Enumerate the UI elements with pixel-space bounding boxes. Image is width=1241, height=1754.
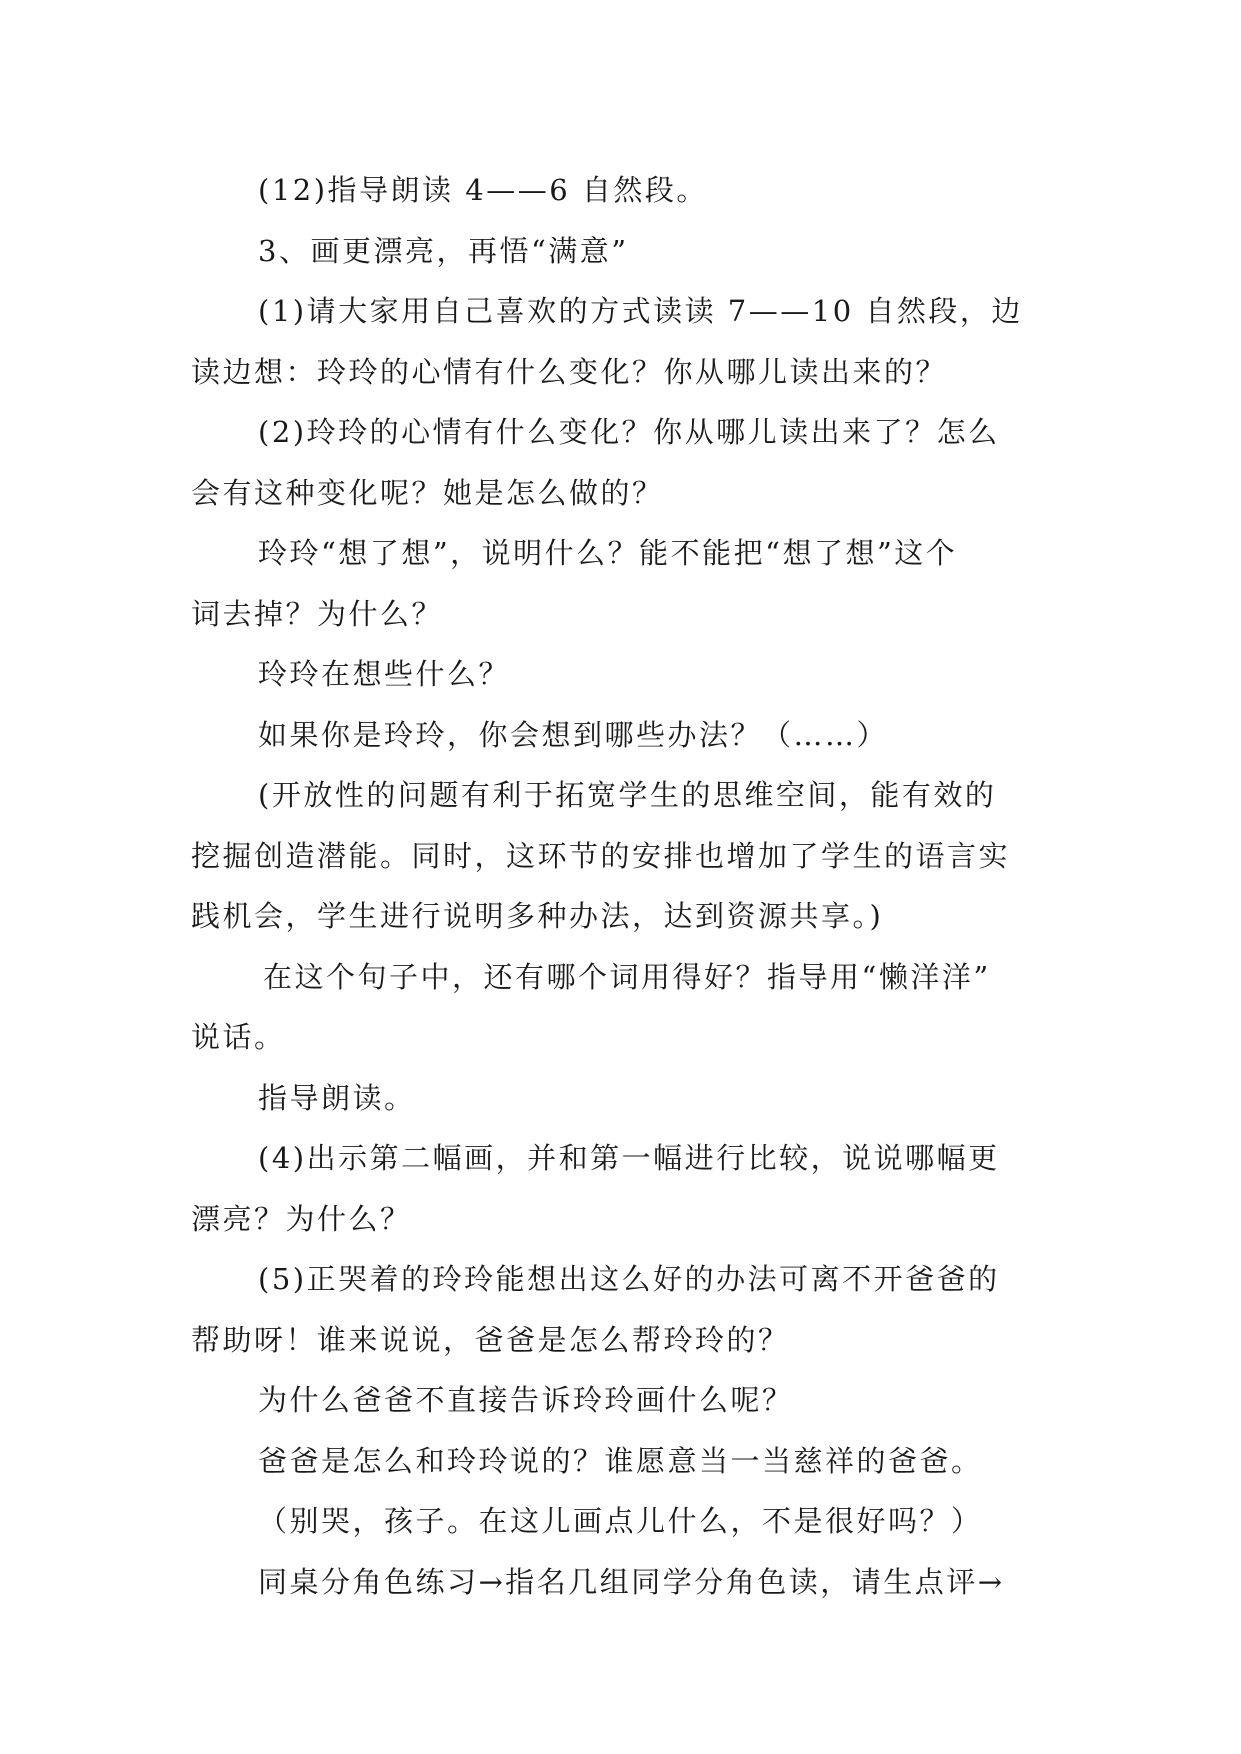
text-line: 玲玲在想些什么？ [258, 657, 511, 691]
text-line: 挖掘创造潜能。同时，这环节的安排也增加了学生的语言实 [191, 838, 1011, 873]
text-line: (1)请大家用自己喜欢的方式读读 7——10 自然段，边 [258, 294, 1023, 328]
text-line: 说话。 [191, 1020, 286, 1054]
text-line: 为什么爸爸不直接告诉玲玲画什么呢？ [258, 1383, 794, 1417]
text-line: (5)正哭着的玲玲能想出这么好的办法可离不开爸爸的 [258, 1262, 1000, 1296]
text-line: 玲玲“想了想”，说明什么？能不能把“想了想”这个 [258, 536, 958, 570]
text-line: 践机会，学生进行说明多种办法，达到资源共享。) [191, 899, 884, 933]
text-line: (12)指导朗读 4——6 自然段。 [258, 173, 708, 207]
text-line: 如果你是玲玲，你会想到哪些办法？（……） [258, 717, 889, 752]
text-line: (2)玲玲的心情有什么变化？你从哪儿读出来了？怎么 [258, 415, 1000, 449]
text-line: 在这个句子中，还有哪个词用得好？指导用“懒洋洋” [263, 959, 991, 994]
text-line: 同桌分角色练习→指名几组同学分角色读，请生点评→ [258, 1564, 1005, 1599]
text-line: 指导朗读。 [258, 1080, 416, 1115]
text-line: 漂亮？为什么？ [191, 1201, 412, 1236]
document-body [191, 160, 1051, 1612]
text-line: （别哭，孩子。在这儿画点儿什么，不是很好吗？） [258, 1504, 983, 1538]
text-line: 词去掉？为什么？ [191, 596, 444, 631]
text-line: 3、画更漂亮，再悟“满意” [258, 233, 629, 268]
text-line: (开放性的问题有利于拓宽学生的思维空间，能有效的 [258, 778, 997, 812]
text-line: (4)出示第二幅画，并和第一幅进行比较，说说哪幅更 [258, 1141, 1000, 1175]
text-line: 会有这种变化呢？她是怎么做的？ [191, 475, 664, 510]
text-line: 帮助呀！谁来说说，爸爸是怎么帮玲玲的？ [191, 1322, 790, 1357]
text-line: 爸爸是怎么和玲玲说的？谁愿意当一当慈祥的爸爸。 [258, 1443, 983, 1478]
text-line: 读边想：玲玲的心情有什么变化？你从哪儿读出来的？ [191, 354, 948, 389]
